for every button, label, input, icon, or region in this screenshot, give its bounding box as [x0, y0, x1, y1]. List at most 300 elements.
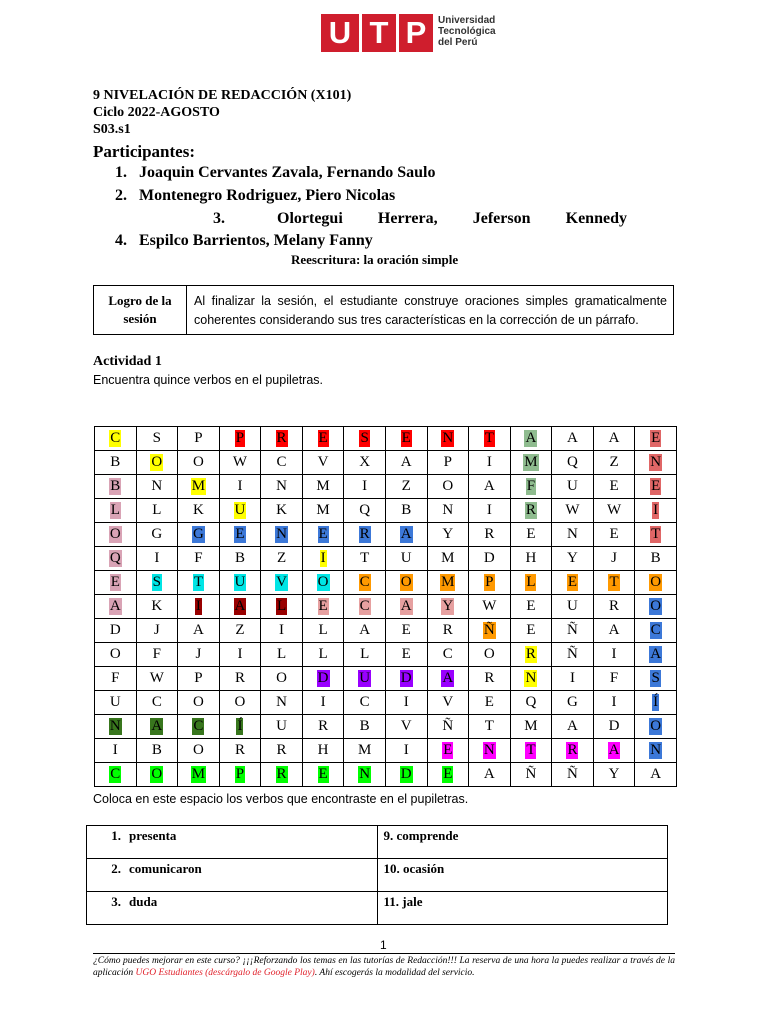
grid-letter: N	[276, 694, 287, 710]
grid-cell	[469, 763, 511, 787]
grid-letter: N	[276, 526, 287, 542]
grid-cell	[635, 547, 677, 571]
grid-row	[95, 499, 677, 523]
grid-letter: S	[360, 430, 369, 446]
grid-cell	[552, 763, 594, 787]
grid-cell	[469, 691, 511, 715]
grid-cell	[385, 475, 427, 499]
grid-cell	[95, 619, 137, 643]
grid-letter: A	[483, 478, 495, 494]
grid-cell	[302, 763, 344, 787]
participant-2: 2. Montenegro Rodriguez, Piero Nicolas	[115, 187, 396, 204]
grid-cell	[219, 739, 261, 763]
grid-cell	[469, 595, 511, 619]
grid-letter: P	[194, 430, 203, 446]
grid-letter: E	[651, 430, 661, 446]
grid-letter: T	[193, 574, 203, 590]
grid-cell	[261, 715, 303, 739]
grid-cell	[178, 667, 220, 691]
grid-row	[95, 691, 677, 715]
grid-letter: R	[276, 430, 287, 446]
grid-letter: L	[152, 502, 162, 518]
grid-row	[95, 643, 677, 667]
grid-cell	[302, 427, 344, 451]
grid-letter: Í	[653, 694, 659, 710]
logo-line: Universidad	[438, 15, 496, 26]
grid-cell	[219, 715, 261, 739]
grid-cell	[593, 619, 635, 643]
grid-cell	[261, 739, 303, 763]
grid-letter: R	[567, 742, 578, 758]
grid-cell	[510, 499, 552, 523]
activity-title: Actividad 1	[93, 354, 162, 369]
grid-letter: M	[316, 502, 330, 518]
grid-cell	[593, 427, 635, 451]
cycle-label: Ciclo 2022-AGOSTO	[93, 105, 220, 120]
grid-letter: Ñ	[567, 646, 578, 662]
logro-table	[93, 285, 674, 335]
page-number: 1	[380, 938, 387, 952]
grid-letter: C	[193, 718, 204, 734]
grid-cell	[178, 619, 220, 643]
grid-cell	[261, 643, 303, 667]
grid-letter: O	[400, 574, 412, 590]
grid-letter: K	[192, 502, 204, 518]
grid-letter: E	[567, 574, 578, 590]
name-word: Herrera,	[377, 210, 438, 227]
grid-cell	[95, 667, 137, 691]
grid-cell	[178, 763, 220, 787]
grid-cell	[302, 643, 344, 667]
grid-cell	[593, 451, 635, 475]
logo-line: Tecnológica	[438, 26, 496, 37]
grid-cell	[552, 667, 594, 691]
grid-cell	[219, 451, 261, 475]
grid-letter: A	[400, 454, 412, 470]
grid-letter: P	[235, 430, 245, 446]
grid-cell	[344, 619, 386, 643]
grid-cell	[95, 739, 137, 763]
grid-cell	[552, 547, 594, 571]
grid-cell	[302, 547, 344, 571]
grid-letter: T	[484, 718, 494, 734]
grid-cell	[344, 715, 386, 739]
grid-letter: R	[359, 526, 370, 542]
grid-letter: D	[400, 766, 412, 782]
grid-cell	[344, 571, 386, 595]
grid-row	[95, 571, 677, 595]
grid-row	[95, 523, 677, 547]
grid-letter: A	[234, 598, 246, 614]
grid-cell	[635, 499, 677, 523]
answer-cell-left: 3. duda	[87, 892, 378, 925]
grid-letter: E	[318, 526, 328, 542]
grid-letter: A	[359, 622, 371, 638]
grid-cell	[635, 475, 677, 499]
grid-letter: R	[484, 670, 495, 686]
footer-note: ¿Cómo puedes mejorar en este curso? ¡¡¡Reforzando los temas en las tutorías de Redacción!!! La reserva de una hora la puedes realizar a través de la aplicación UGO Estudiantes (descárgalo de Google Play). Ahí escogerás la modalidad del servicio.	[93, 956, 675, 978]
grid-letter: D	[109, 622, 121, 638]
grid-letter: E	[318, 430, 328, 446]
grid-letter: B	[359, 718, 370, 734]
grid-letter: F	[609, 670, 619, 686]
grid-cell	[635, 667, 677, 691]
grid-cell	[469, 451, 511, 475]
grid-letter: D	[483, 550, 495, 566]
logo-letter-u: U	[321, 14, 359, 52]
grid-letter: Y	[442, 598, 454, 614]
grid-letter: M	[316, 478, 330, 494]
place-instruction: Coloca en este espacio los verbos que encontraste en el pupiletras.	[93, 792, 469, 806]
grid-cell	[635, 643, 677, 667]
grid-letter: I	[279, 622, 285, 638]
grid-letter: Ñ	[442, 718, 454, 734]
grid-letter: I	[403, 742, 409, 758]
grid-letter: O	[234, 694, 246, 710]
grid-cell	[178, 523, 220, 547]
grid-letter: Q	[567, 454, 578, 470]
grid-cell	[635, 763, 677, 787]
grid-letter: L	[318, 622, 328, 638]
grid-cell	[635, 739, 677, 763]
grid-letter: P	[485, 574, 494, 590]
grid-cell	[136, 523, 178, 547]
grid-cell	[219, 691, 261, 715]
participants-title: Participantes:	[93, 142, 195, 161]
grid-letter: A	[442, 670, 454, 686]
grid-letter: F	[194, 550, 203, 566]
grid-letter: Í	[237, 718, 243, 734]
grid-letter: K	[151, 598, 163, 614]
grid-letter: C	[359, 694, 370, 710]
grid-cell	[302, 571, 344, 595]
grid-letter: A	[192, 622, 204, 638]
grid-letter: L	[276, 598, 287, 614]
grid-cell	[552, 619, 594, 643]
answer-cell-right: 10. ocasión	[377, 859, 668, 892]
grid-cell	[469, 715, 511, 739]
grid-letter: B	[110, 478, 121, 494]
grid-row	[95, 667, 677, 691]
grid-letter: P	[443, 454, 452, 470]
grid-cell	[178, 499, 220, 523]
grid-letter: O	[483, 646, 495, 662]
grid-cell	[261, 595, 303, 619]
grid-cell	[219, 643, 261, 667]
grid-cell	[344, 523, 386, 547]
grid-letter: D	[400, 670, 412, 686]
grid-letter: A	[525, 430, 537, 446]
grid-letter: F	[152, 646, 162, 662]
grid-letter: O	[151, 454, 163, 470]
grid-letter: N	[442, 502, 454, 518]
grid-letter: I	[320, 694, 326, 710]
table-row	[87, 892, 668, 925]
grid-cell	[427, 667, 469, 691]
grid-cell	[635, 451, 677, 475]
grid-cell	[178, 739, 220, 763]
grid-cell	[427, 547, 469, 571]
grid-letter: N	[359, 766, 371, 782]
grid-cell	[510, 451, 552, 475]
grid-letter: I	[486, 454, 492, 470]
grid-cell	[95, 643, 137, 667]
grid-letter: F	[526, 478, 536, 494]
grid-cell	[261, 547, 303, 571]
grid-letter: O	[192, 694, 204, 710]
grid-letter: Z	[235, 622, 245, 638]
grid-letter: G	[192, 526, 204, 542]
grid-letter: R	[442, 622, 453, 638]
grid-cell	[427, 475, 469, 499]
grid-letter: Q	[525, 694, 537, 710]
grid-cell	[552, 427, 594, 451]
grid-letter: A	[650, 766, 662, 782]
grid-cell	[95, 475, 137, 499]
grid-cell	[593, 547, 635, 571]
grid-letter: M	[191, 478, 206, 494]
grid-letter: I	[569, 670, 575, 686]
grid-cell	[427, 451, 469, 475]
grid-cell	[178, 475, 220, 499]
grid-cell	[385, 499, 427, 523]
grid-letter: I	[653, 502, 659, 518]
grid-letter: E	[318, 766, 328, 782]
grid-letter: L	[110, 502, 120, 518]
grid-cell	[178, 427, 220, 451]
grid-letter: L	[318, 646, 328, 662]
grid-cell	[593, 475, 635, 499]
grid-cell	[469, 739, 511, 763]
grid-letter: I	[403, 694, 409, 710]
activity-instruction: Encuentra quince verbos en el pupiletras.	[93, 373, 324, 387]
grid-letter: C	[650, 622, 661, 638]
grid-cell	[593, 715, 635, 739]
grid-cell	[302, 475, 344, 499]
grid-letter: Z	[609, 454, 619, 470]
grid-cell	[302, 739, 344, 763]
grid-letter: N	[650, 454, 662, 470]
grid-cell	[469, 571, 511, 595]
grid-cell	[219, 523, 261, 547]
grid-cell	[261, 475, 303, 499]
grid-letter: N	[151, 478, 163, 494]
grid-letter: C	[276, 454, 287, 470]
ugo-app-link[interactable]: UGO Estudiantes (descárgalo de Google Play)	[135, 968, 315, 978]
grid-cell	[593, 643, 635, 667]
answers-table	[86, 825, 668, 925]
grid-cell	[427, 523, 469, 547]
grid-letter: J	[611, 550, 617, 566]
grid-letter: U	[234, 574, 246, 590]
grid-letter: C	[359, 574, 370, 590]
grid-cell	[95, 595, 137, 619]
grid-cell	[136, 667, 178, 691]
grid-letter: C	[359, 598, 370, 614]
grid-row	[95, 547, 677, 571]
grid-letter: A	[400, 598, 412, 614]
footer-divider	[93, 953, 675, 954]
grid-cell	[302, 523, 344, 547]
grid-cell	[427, 691, 469, 715]
grid-letter: Ñ	[525, 766, 537, 782]
grid-letter: M	[524, 454, 538, 470]
grid-cell	[261, 667, 303, 691]
grid-cell	[510, 571, 552, 595]
grid-letter: D	[317, 670, 329, 686]
grid-letter: O	[442, 478, 454, 494]
grid-letter: E	[609, 478, 619, 494]
grid-cell	[552, 499, 594, 523]
grid-cell	[136, 547, 178, 571]
grid-letter: R	[525, 502, 536, 518]
grid-letter: R	[525, 646, 536, 662]
table-row	[87, 826, 668, 859]
grid-row	[95, 427, 677, 451]
grid-cell	[427, 595, 469, 619]
grid-cell	[427, 643, 469, 667]
grid-cell	[344, 475, 386, 499]
grid-letter: O	[650, 598, 662, 614]
grid-cell	[95, 571, 137, 595]
grid-row	[95, 451, 677, 475]
grid-letter: A	[567, 718, 578, 734]
grid-letter: M	[357, 742, 372, 758]
logro-text: Al finalizar la sesión, el estudiante construye oraciones simples gramaticalmente coherentes considerando sus tres características en la corrección de un párrafo.	[194, 294, 667, 327]
grid-cell	[95, 547, 137, 571]
grid-cell	[344, 691, 386, 715]
grid-cell	[302, 451, 344, 475]
grid-letter: Ñ	[567, 622, 578, 638]
grid-letter: O	[276, 670, 287, 686]
grid-letter: I	[320, 550, 326, 566]
grid-letter: N	[650, 742, 662, 758]
grid-cell	[593, 595, 635, 619]
grid-letter: L	[360, 646, 370, 662]
grid-letter: O	[192, 454, 204, 470]
logo-university-name	[438, 15, 496, 48]
grid-letter: G	[567, 694, 578, 710]
grid-letter: V	[276, 574, 287, 590]
grid-letter: U	[359, 670, 371, 686]
grid-cell	[385, 547, 427, 571]
grid-letter: E	[318, 598, 328, 614]
grid-letter: L	[276, 646, 287, 662]
grid-letter: E	[443, 742, 453, 758]
grid-cell	[344, 739, 386, 763]
grid-letter: E	[526, 526, 536, 542]
name-word: Olortegui	[277, 210, 343, 227]
grid-letter: U	[567, 598, 578, 614]
grid-letter: W	[232, 454, 248, 470]
grid-letter: M	[191, 766, 206, 782]
grid-cell	[385, 667, 427, 691]
grid-letter: M	[441, 574, 455, 590]
grid-cell	[385, 643, 427, 667]
grid-cell	[136, 619, 178, 643]
grid-cell	[302, 595, 344, 619]
grid-cell	[593, 691, 635, 715]
grid-cell	[593, 499, 635, 523]
grid-letter: F	[111, 670, 120, 686]
word-search-grid	[94, 426, 677, 787]
grid-cell	[178, 595, 220, 619]
grid-letter: Q	[109, 550, 121, 566]
grid-cell	[344, 547, 386, 571]
grid-cell	[136, 451, 178, 475]
grid-cell	[552, 571, 594, 595]
grid-cell	[178, 715, 220, 739]
grid-letter: P	[194, 670, 203, 686]
grid-letter: R	[276, 742, 287, 758]
grid-letter: X	[359, 454, 371, 470]
grid-cell	[95, 427, 137, 451]
grid-letter: A	[151, 718, 163, 734]
grid-letter: E	[401, 646, 411, 662]
grid-letter: Ñ	[483, 622, 495, 638]
grid-cell	[136, 739, 178, 763]
grid-cell	[385, 595, 427, 619]
grid-letter: O	[151, 766, 163, 782]
grid-cell	[469, 499, 511, 523]
grid-cell	[95, 499, 137, 523]
grid-cell	[427, 619, 469, 643]
grid-cell	[302, 619, 344, 643]
grid-cell	[385, 427, 427, 451]
logo-line: del Perú	[438, 37, 478, 48]
grid-cell	[95, 691, 137, 715]
grid-letter: E	[609, 526, 619, 542]
grid-letter: S	[152, 574, 162, 590]
grid-cell	[427, 763, 469, 787]
grid-letter: A	[400, 526, 412, 542]
grid-cell	[469, 667, 511, 691]
grid-cell	[344, 643, 386, 667]
grid-letter: N	[109, 718, 121, 734]
grid-cell	[302, 499, 344, 523]
logro-label: Logro de la sesión	[94, 286, 187, 334]
grid-cell	[178, 547, 220, 571]
grid-letter: O	[109, 646, 121, 662]
grid-letter: B	[110, 454, 121, 470]
grid-letter: O	[192, 742, 204, 758]
grid-letter: I	[237, 478, 243, 494]
grid-cell	[136, 691, 178, 715]
grid-letter: H	[317, 742, 329, 758]
grid-letter: Q	[359, 502, 371, 518]
grid-cell	[136, 763, 178, 787]
grid-cell	[219, 571, 261, 595]
grid-letter: E	[401, 622, 411, 638]
grid-cell	[635, 571, 677, 595]
grid-cell	[593, 571, 635, 595]
grid-cell	[635, 619, 677, 643]
grid-cell	[261, 427, 303, 451]
grid-cell	[593, 523, 635, 547]
grid-letter: I	[611, 694, 617, 710]
grid-letter: T	[360, 550, 370, 566]
grid-cell	[385, 523, 427, 547]
grid-letter: N	[525, 670, 537, 686]
grid-cell	[385, 571, 427, 595]
grid-cell	[593, 739, 635, 763]
grid-cell	[469, 523, 511, 547]
grid-cell	[136, 499, 178, 523]
grid-letter: O	[650, 574, 662, 590]
participant-3: 3. Olortegui Herrera, Jeferson Kennedy	[213, 210, 627, 227]
grid-letter: A	[650, 646, 662, 662]
grid-letter: K	[276, 502, 287, 518]
